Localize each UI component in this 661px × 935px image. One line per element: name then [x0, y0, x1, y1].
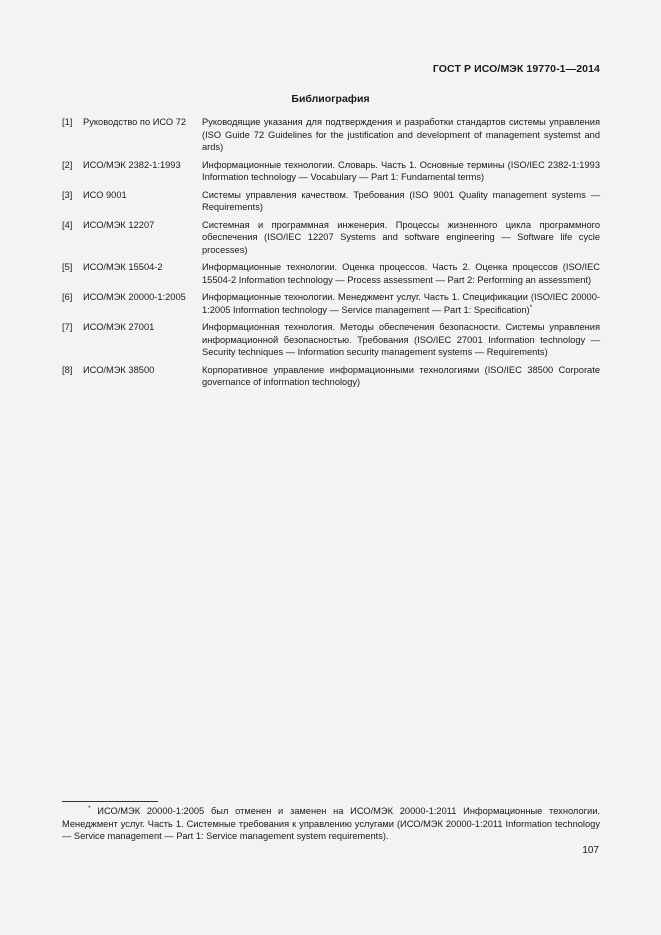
entry-number: [5] [62, 262, 73, 272]
entry-standard: Руководство по ИСО 72 [83, 117, 187, 127]
footnote [62, 805, 600, 843]
page-title: Библиография [291, 93, 370, 105]
entry-standard: ИСО/МЭК 12207 [83, 219, 155, 230]
entry-number: [7] [62, 322, 73, 332]
document-header: ГОСТ Р ИСО/МЭК 19770-1—2014 [432, 63, 600, 75]
footnote-mark: * [88, 804, 91, 812]
bibliography-entry [62, 261, 600, 286]
page-number: 107 [582, 845, 599, 856]
entry-standard: ИСО/МЭК 2382-1:1993 [83, 159, 181, 170]
entry-standard: ИСО/МЭК 20000-1:2005 [83, 292, 186, 302]
bibliography-entry [62, 116, 600, 154]
bibliography-entry [62, 189, 600, 214]
entry-description: Информационные технологии. Оценка процессов. Часть 2. Оценка процессов (ISO/IEC 15504-2 Information technology — Process assessment — Part 2: Performing an assessment) [202, 262, 600, 285]
entry-number: [1] [62, 117, 73, 127]
bibliography-entry [62, 321, 600, 359]
footnote-text: ИСО/МЭК 20000-1:2005 был отменен и заменен на ИСО/МЭК 20000-1:2011 Информационные технологии. Менеджмент услуг. Часть 1. Системные требования к управлению услугами (ИСО/МЭК 20000-1:2011 Information technology — Service management — Part 1: Service management system requirements). [62, 806, 600, 841]
entry-description: Системы управления качеством. Требования (ISO 9001 Quality management systems — Requirements) [202, 189, 600, 212]
entry-standard: ИСО/МЭК 15504-2 [83, 262, 163, 272]
bibliography-entry [62, 291, 600, 316]
entry-description: Корпоративное управление информационными технологиями (ISO/IEC 38500 Corporate governance of information technology) [202, 364, 600, 387]
entry-description: Информационные технологии. Менеджмент услуг. Часть 1. Спецификации (ISO/IEC 20000-1:2005 Information technology — Service management — Part 1: Specification)* [202, 292, 600, 315]
entry-standard: ИСО/МЭК 27001 [83, 322, 155, 332]
footnote-mark: * [529, 303, 533, 311]
entry-standard: ИСО/МЭК 38500 [83, 364, 155, 375]
entry-number: [2] [62, 159, 73, 170]
entry-description: Системная и программная инженерия. Процессы жизненного цикла программного обеспечения (ISO/IEC 12207 Systems and software engineering — Software life cycle processes) [202, 219, 600, 255]
footnote-divider [62, 801, 158, 802]
entry-description: Информационная технология. Методы обеспечения безопасности. Системы управления информационной безопасностью. Требования (ISO/IEC 27001 Information technology — Security techniques — Information security management systems — Requirements) [202, 322, 600, 357]
entry-description: Информационные технологии. Словарь. Часть 1. Основные термины (ISO/IEC 2382-1:1993 Information technology — Vocabulary — Part 1: Fundamental terms) [202, 159, 600, 182]
entry-description: Руководящие указания для подтверждения и разработки стандартов системы управления (ISO Guide 72 Guidelines for the justification and development of management systemst and ards) [202, 117, 600, 152]
entry-number: [4] [62, 219, 73, 230]
bibliography-entry [62, 159, 600, 184]
entry-number: [8] [62, 364, 73, 375]
entry-standard: ИСО 9001 [83, 189, 127, 200]
bibliography-entry [62, 364, 600, 389]
bibliography-entry [62, 219, 600, 257]
entry-number: [6] [62, 292, 73, 302]
entry-number: [3] [62, 189, 73, 200]
bibliography-list [62, 116, 600, 394]
